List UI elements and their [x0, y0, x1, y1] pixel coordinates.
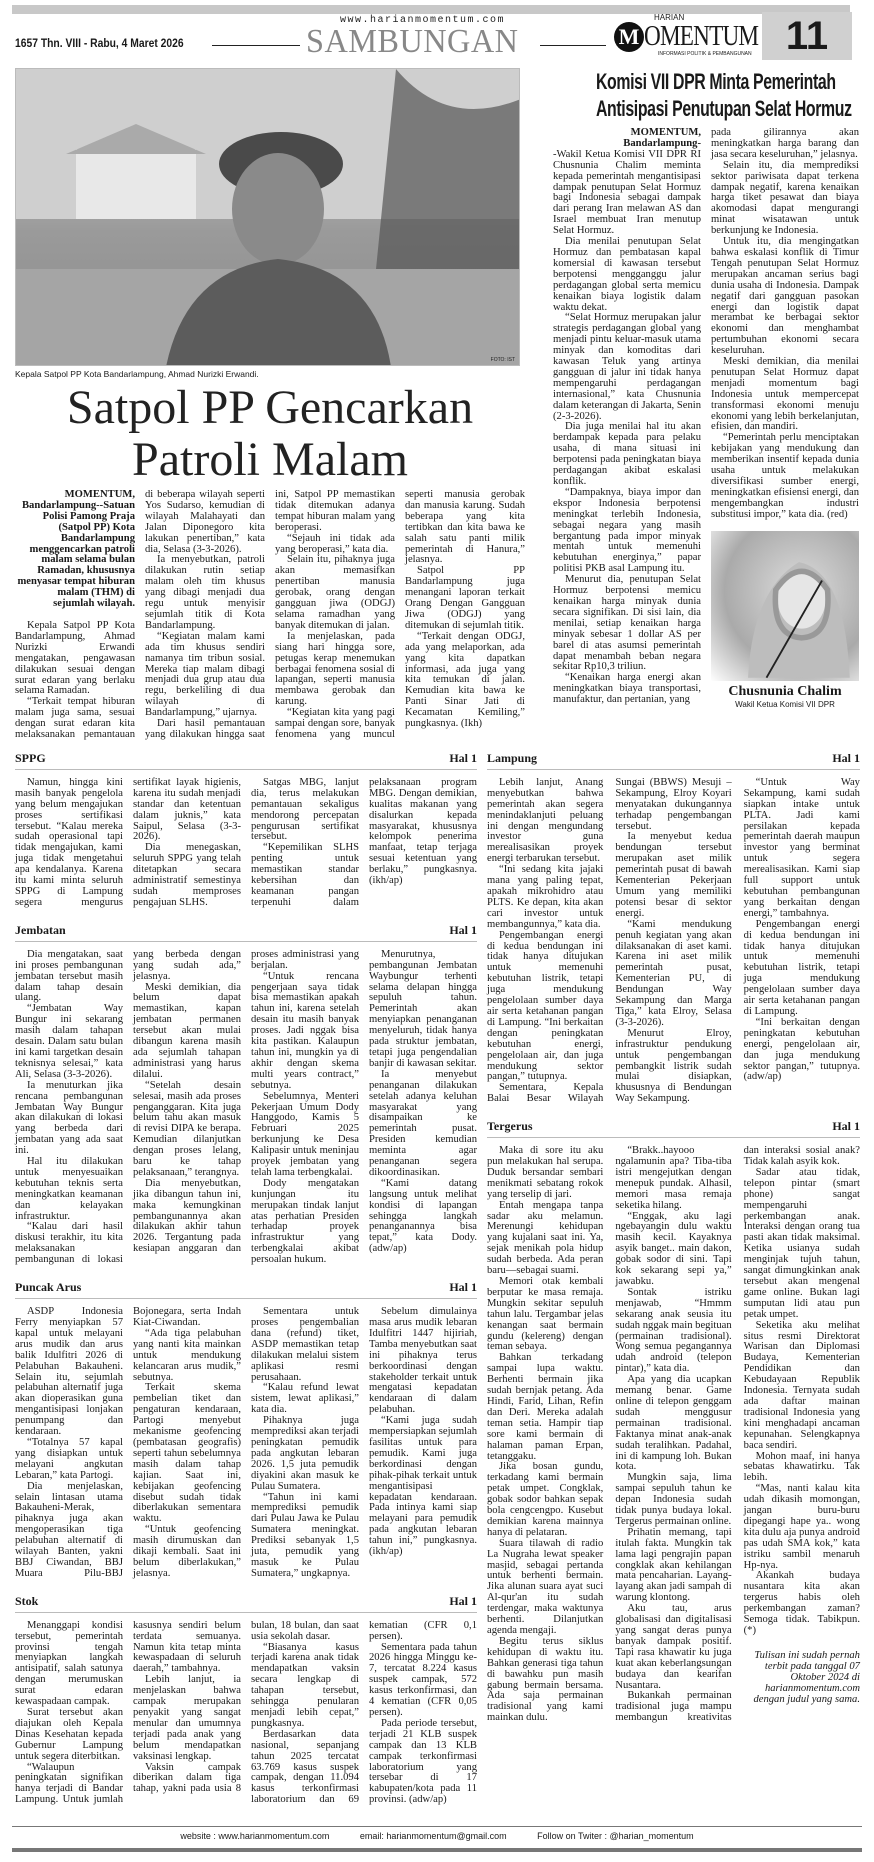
paragraph: Bahkan terkadang sampai lupa waktu. Berhenti bermain jika sudah bernjak petang. Ada Hindi, Farid, Lihan, Refin dan Deri. Mereka adalah teman setia. Hampir tiap sore kami bermain di halaman paman Erpan, tetanggaku. [487, 1352, 604, 1462]
article-lead: MOMENTUM, Bandarlampung--Satuan Polisi Pamong Praja (Satpol PP) Kota Bandarlampung menggencarkan patroli malam selama bulan Ramadan, khususnya menyasar tempat hiburan malam (THM) di sejumlah wilayah. [17, 489, 135, 610]
section-header [487, 1119, 860, 1138]
page-reference: Hal 1 [449, 1593, 477, 1608]
logo-m-icon: M [614, 22, 644, 52]
section-header [15, 1280, 477, 1299]
logo-tagline: INFORMASI POLITIK & PEMBANGUNAN [658, 51, 752, 57]
dateline: MOMENTUM, Bandarlampung- [623, 127, 701, 149]
footer-twitter: Follow on Twiter : @harian_momentum [537, 1831, 694, 1842]
paragraph: -Wakil Ketua Komisi VII DPR RI Chusnunia Chalim meminta kepada pemerintah mengantisipasi dampak penutupan Selat Hormuz bagi Indonesia sebagai dampak dari perang Iran melawan AS dan Israel membuat Iran menutup Selat Hormuz. [553, 148, 701, 237]
section-body [487, 778, 860, 1105]
paragraph: Suara tilawah di radio La Nugraha lewat speaker masjid, sebagai pertanda untuk berhenti bermain. Jika alunan suara ayat suci Al-qur'an itu sudah terdengar, maka waktunya berhenti. Dilanjutkan agenda mengaji. [487, 1537, 604, 1636]
paragraph: “Kegiatan malam kami ada tim khusus sendiri namanya tim tribun sosial. Mereka tiap malam dibagi menjadi dua grup atau dua regu, berkeliling di dua wilayah di Bandarlampung,” ujarnya. [145, 630, 265, 719]
satpol-headline [15, 382, 525, 486]
continuation-jembatan [15, 923, 477, 1266]
section-header [15, 1594, 477, 1613]
officer-photo-illustration [16, 69, 520, 366]
logo-harian: HARIAN [654, 13, 685, 22]
paragraph: “Terkait tempat hiburan malam juga sama, sesuai dengan surat edaran kita melaksanakan pemantauan di beberapa wilayah seperti Yos Sudarso, kemudian di wilayah Malahayati dan Jalan Diponegoro kita lakukan penertiban,” kata dia, Selasa (3-3-2026). [15, 489, 265, 741]
paragraph: Pada periode tersebut, terjadi 21 KLB suspek campak dan 13 KLB campak terkonfirmasi laboratorium yang tersebar di 17 kabupaten/kota pada 11 provinsi. (adw/ap) [369, 1717, 477, 1806]
paragraph: Ia menyebut penanganan dilakukan setelah adanya keluhan masyarakat yang disampaikan ke pemerintah pusat. Presiden kemudian meminta agar penanganan segera dikoordinasikan. [369, 1068, 477, 1178]
paragraph: Sementara, Kepala Balai Besar Wilayah Sungai (BBWS) Mesuji – Sekampung, Elroy Koyari menyatakan dukungannya terhadap pengembangan tersebut. [487, 776, 732, 1105]
paragraph: “Setelah desain selesai, masih ada proses penganggaran. Kita juga belum tahu akan masuk di revisi DIPA ke berapa. Kemudian dilanjutkan dengan proses lelang, baru ke tahap pelaksanaan,” terangnya. [133, 1079, 241, 1178]
paragraph: Maka di sore itu aku pun melakukan hal serupa. Duduk bersandar sembari menikmati sebatang rokok yang terselip di jari. [487, 1145, 604, 1200]
paragraph: “Kami datang langsung untuk melihat kondisi di lapangan sehingga langkah penanganannya bisa tepat,” kata Dody. (adw/ap) [369, 1177, 477, 1255]
website-url: www.harianmomentum.com [340, 15, 506, 26]
paragraph: “Kami mendukung penuh kegiatan yang akan dilaksanakan di aset kami. Karena ini aset milik pemerintah pusat, Kementerian PU, di Bendungan Way Sekampung dan Marga Tiga,” kata Elroy, Selasa (3-3-2026). [615, 918, 732, 1028]
paragraph: Menurut Elroy, infrastruktur pendukung untuk pengembangan pembangkit listrik sudah mulai disiapkan, khususnya di Bendungan Way Sekampung. [615, 1027, 732, 1105]
paragraph: Pengembangan energi di kedua bendungan ini tidak hanya ditujukan untuk memenuhi kebutuhan listrik, tetapi juga mendukung pengelolaan sumber daya air serta ketahanan pangan di Lampung. [743, 918, 860, 1017]
paragraph: Memori otak kembali berputar ke masa remaja. Mungkin sekitar sepuluh tahun lalu. Tergambar jelas kenangan saat bermain gundu (kelereng) dengan teman sebaya. [487, 1276, 604, 1353]
headline-line: Satpol PP Gencarkan [66, 381, 474, 434]
paragraph: pada gilirannya akan meningkatkan harga barang dan jasa secara keseluruhan,” jelasnya. [711, 127, 859, 160]
headline-line: Komisi VII DPR Minta Pemerintah [595, 69, 836, 94]
paragraph: “Walaupun peningkatan signifikan hanya terjadi di Bandar Lampung. Untuk jumlah kasusnya sendiri belum terdata semuanya. Namun kita tetap minta kewaspadaan di seluruh daerah,” tambahnya. [15, 1619, 241, 1806]
paragraph: “Untuk rencana pengerjaan saya tidak bisa memastikan apakah tahun ini, karena setelah desain itu masih banyak proses. Jadi nggak bisa kita pastikan. Kalaupun tahun ini, mungkin ya di akhir dengan skema multi years contract,” sebutnya. [251, 970, 359, 1091]
section-body [15, 950, 477, 1266]
paragraph: “Kalau dari hasil diskusi terakhir, itu kita melaksanakan pembangunan di lokasi yang berbeda dengan yang sudah ada,” jelasnya. [15, 948, 241, 1266]
section-header [15, 923, 477, 942]
paragraph: “Totalnya 57 kapal yang disiapkan untuk melayani angkutan Lebaran,” kata Partogi. [15, 1436, 123, 1481]
paragraph: “Ini sedang kita jajaki mana yang paling tepat, apakah mikrohidro atau PLTS. Ke depan, kita akan cari investor untuk membangunnya,” kata dia. [487, 864, 604, 930]
paragraph: Ia menuturkan jika rencana pembangunan Jembatan Way Bungur akan dilakukan di lokasi yang berbeda dari jembatan yang ada saat ini. [15, 1079, 123, 1157]
paragraph: Dia menilai penutupan Selat Hormuz dan pembatasan kapal komersial di kawasan tersebut berpotensi mengganggu jalur perdagangan global serta memicu kenaikan biaya logistik dalam waktu dekat. [553, 236, 701, 313]
photo-name: Chusnunia Chalim [728, 683, 842, 699]
paragraph: Dody mengatakan kunjungan itu merupakan tindak lanjut atas perhatian Presiden terhadap proyek infrastruktur yang terbengkalai akibat persoalan hukum. [251, 1177, 359, 1266]
paragraph: Hal itu dilakukan untuk menyesuaikan kebutuhan teknis serta meningkatkan keamanan dan kelayakan infrastruktur. [15, 1156, 123, 1222]
paragraph: Ia menjelaskan, pada siang hari hingga sore, petugas kerap menemukan berbagai fenomena sosial di lapangan, seperti manusia membawa gerobak dan karung. [275, 630, 395, 708]
paragraph: Ia menyebutkan, patroli dilakukan rutin setiap malam oleh tim khusus yang dibagi menjadi dua regu untuk menyisir sejumlah titik di Kota Bandarlampung. [145, 554, 265, 631]
paragraph: Lebih lanjut, ia menjelaskan bahwa campak merupakan penyakit yang sangat menular dan umumnya terjadi pada anak yang belum mendapatkan vaksinasi lengkap. [133, 1674, 241, 1762]
paragraph: Sebelumnya, Menteri Pekerjaan Umum Dody Hanggodo, Kamis 5 Februari 2025 berkunjung ke Desa Kalipasir untuk meninjau proyek jembatan yang telah lama terbengkalai. [251, 1090, 359, 1178]
section-title: Puncak Arus [15, 1280, 82, 1295]
section-body [15, 1621, 477, 1806]
paragraph: “Kepemilikan SLHS penting untuk memastikan standar kebersihan dan keamanan pangan terpenuhi dalam pelaksanaan program MBG. Dengan demikian, kualitas makanan yang disalurkan kepada masyarakat, khususnya kelompok penerima manfaat, tetap terjaga sesuai ketentuan yang berlaku,” pungkasnya. (ikh/ap) [251, 776, 477, 908]
paragraph: Tulisan ini sudah pernah terbit pada tanggal 07 Oktober 2024 di harianmomentum.com dengan judul yang sama. [753, 1649, 860, 1705]
page-reference: Hal 1 [449, 1280, 477, 1295]
footer [12, 1826, 862, 1852]
paragraph: Untuk itu, dia mengingatkan bahwa eskalasi konflik di Timur Tengah penutupan Selat Hormuz merupakan ancaman serius bagi dunia usaha di Indonesia. Dampak negatif dari gangguan pasokan energi dan logistik dapat merambat ke berbagai sektor ekonomi dan menghambat pertumbuhan ekonomi secara keseluruhan. [711, 236, 859, 357]
paragraph: “Enggak, aku lagi ngebayangin dulu waktu masih kecil. Kayaknya asyik banget.. main dakon, gobak sodor di sini. Tapi kok sekarang sepi ya,” jawabku. [615, 1210, 732, 1287]
paragraph: “Tahun ini kami memprediksi pemudik dari Pulau Jawa ke Pulau Sumatera meningkat. Prediksi sebanyak 1,5 juta, pemudik yang masuk ke Pulau Sumatera,” ungkapnya. [251, 1491, 359, 1579]
page-reference: Hal 1 [832, 750, 860, 765]
page-reference: Hal 1 [449, 922, 477, 937]
section-title: SPPG [15, 750, 46, 765]
paragraph: Sementara pada tahun 2026 hingga Minggu ke-7, tercatat 8.224 kasus suspek campak, 572 kasus terkonfirmasi, dan 4 kematian (CFR 0,05 persen). [369, 1641, 477, 1718]
column-text [711, 128, 859, 521]
top-row [15, 68, 860, 741]
paragraph: “Biasanya kasus terjadi karena anak tidak mendapatkan vaksin secara lengkap di tahapan tersebut, sehingga penularan menjadi lebih cepat,” pungkasnya. [251, 1641, 359, 1729]
paragraph: “Kami juga sudah mempersiapkan sejumlah fasilitas untuk para pemudik. Kami juga berkordinasi dengan pihak-pihak terkait untuk mengantisipasi kepadatan kendaraan. Pada intinya kami siap melayani para pemudik pada angkutan lebaran tahun ini,” pungkasnya. (ikh/ap) [369, 1415, 477, 1558]
paragraph: “Kegiatan kita yang pagi sampai dengan sore, banyak fenomena yang muncul seperti manusia gerobak dan manusia karung. Sudah beberapa yang kita tertibkan dan kita bawa ke salah satu panti milik pemerintah di Hanura,” jelasnya. [275, 489, 525, 740]
paragraph: Sontak istriku menjawab, “Hmmm sekarang anak seusia itu sudah nggak main begituan (permainan tradisional). Wong semua pegangannya udah android (telepon pintar),” kata dia. [615, 1286, 732, 1375]
paragraph: Satpol PP Bandarlampung juga menangani laporan terkait Orang Dengan Gangguan Jiwa (ODGJ) yang ditemukan di sejumlah titik. [405, 565, 525, 631]
section-body [487, 1146, 860, 1724]
paragraph: “Sejauh ini tidak ada yang beroperasi,” kata dia. [275, 532, 395, 555]
continuation-stok [15, 1594, 477, 1806]
paragraph: Dia menyebutkan, jika dibangun tahun ini, maka kemungkinan pembangunannya akan dilakukan akhir tahun 2026. Tergantung pada kesiapan anggaran dan proses administrasi yang berjalan. [133, 948, 359, 1255]
edition-date: 1657 Thn. VIII - Rabu, 4 Maret 2026 [15, 36, 184, 50]
komisi-article [553, 68, 860, 710]
paragraph: Prihatin memang, tapi itulah fakta. Mungkin tak lama lagi pengrajin papan congklak akan kehilangan mata pencaharian. Layang-layang akan jadi sampah di warung klontong. [615, 1526, 732, 1604]
paragraph: “Kenaikan harga energi akan meningkatkan biaya transportasi, manufaktur, dan pertanian, yang [553, 672, 701, 706]
footer-website: website : www.harianmomentum.com [180, 1831, 330, 1842]
photo-title: Wakil Ketua Komisi VII DPR [735, 699, 835, 709]
paragraph: “Selat Hormuz merupakan jalur strategis perdagangan global yang menjadi pintu keluar-masuk utama minyak dan komoditas dari kawasan Teluk yang artinya gangguan di jalur ini tidak hanya mempengaruhi perdagangan internasional,” kata Chusnunia dalam keterangan di Jakarta, Senin (2-3-2026). [553, 312, 701, 422]
article-column [553, 128, 701, 710]
continuation-tergerus [487, 1119, 860, 1724]
section-title: SAMBUNGAN [306, 23, 519, 60]
page-reference: Hal 1 [832, 1119, 860, 1134]
paragraph: Selain itu, dia memprediksi sektor pariwisata dapat terkena dampak negatif, karena kenaikan harga tiket pesawat dan biaya akomodasi dapat mengurangi minat wisatawan untuk berkunjung ke Indonesia. [711, 159, 859, 237]
momentum-logo [612, 14, 760, 58]
paragraph: Mungkin saja, lima sampai sepuluh tahun ke depan Indonesia sudah tidak punya budaya lokal. Tergerus permainan online. [615, 1472, 732, 1527]
paragraph: Selain itu, pihaknya juga akan memasifkan penertiban manusia gerobak, orang dengan gangguan jiwa (ODGJ) selama ramadhan yang banyak ditemukan di jalan. [275, 554, 395, 631]
paragraph: Aku tau, arus globalisasi dan digitalisasi yang sangat deras punya banyak dampak positif. Tapi rasa khawatir ku juga kuat akan keberlangsungan budaya dan kearifan Nusantara. [615, 1603, 732, 1691]
section-header [15, 751, 477, 770]
right-continuations [487, 751, 860, 1738]
article-column [711, 128, 859, 710]
headline-line: Antisipasi Penutupan Selat Hormuz [595, 96, 852, 121]
continuation-sppg [15, 751, 477, 909]
paragraph: “Jembatan Way Bungur ini sekarang masih dalam tahapan desain. Dalam satu bulan ini kami targetkan desain teknisnya selesai,” kata Ali, Selasa (3-3-2026). [15, 1003, 123, 1080]
paragraph: “Dampaknya, biaya impor dan ekspor Indonesia berpotensi meningkat terlebih Indonesia, sebagai negara yang masih bergantung pada impor minyak mentah untuk memenuhi kebutuhan energinya,” papar politisi PKB asal Lampung itu. [553, 486, 701, 575]
continuation-puncak-arus [15, 1280, 477, 1580]
page-number: 11 [762, 12, 852, 60]
paragraph: Dia menegaskan, seluruh SPPG yang telah ditetapkan secara administratif semestinya sudah memproses pengajuan SLHS. [133, 842, 241, 908]
paragraph: Begitu terus siklus kehidupan di waktu itu. Bahkan generasi tiga tahun di bawahku pun masih gabung bermain bersama. Ada saja permainan tradisional yang kami mainkan dulu. [487, 1635, 604, 1724]
footer-email: email: harianmomentum@gmail.com [359, 1831, 507, 1842]
paragraph: Terkait skema pembelian tiket dan pengaturan kendaraan, Partogi menyebut mekanisme geofencing (pembatasan geografis) seperti tahun sebelumnya masih dalam tahap kajian. Saat ini, kebijakan geofencing disebut sudah tidak diberlakukan sementara waktu. [133, 1382, 241, 1525]
paragraph: “Brakk..hayooo ngalamunin apa? Tiba-tiba istri mengejutkan dengan menepuk pundak. Alhasil, memori masa remaja seketika hilang. [615, 1145, 732, 1211]
paragraph: Dia menjelaskan, selain lintasan utama Bakauheni-Merak, pihaknya juga akan mengoperasikan tiga pelabuhan alternatif di wilayah Banten, yakni BBJ Ciwandan, BBJ Muara Pilu-BBJ Bojonegara, serta Indah Kiat-Ciwandan. [15, 1306, 241, 1579]
continuation-lampung [487, 751, 860, 1105]
paragraph: Meski demikian, dia belum dapat memastikan, kapan jembatan permanen tersebut akan mulai dibangun karena masih ada sejumlah tahapan administrasi yang harus dilalui. [133, 981, 241, 1080]
paragraph: “Kalau refund lewat sistem, lewat aplikasi,” kata dia. [251, 1382, 359, 1416]
section-title: Tergerus [487, 1119, 533, 1134]
paragraph: “Mas, nanti kalau kita udah dikasih momongan, jangan buru-buru dipegangi hape ya.. wong kita dulu aja punya android pas udah SMA kok,” kata istriku sambil menaruh Hp-nya. [743, 1483, 860, 1571]
paragraph: Satgas MBG, lanjut dia, terus melakukan pemantauan sekaligus mendorong percepatan pengurusan sertifikat tersebut. [251, 776, 359, 843]
paragraph: Entah mengapa tanpa sadar aku melamun. Merenungi kehidupan yang kujalani saat ini. Ya, sejak menikah pola hidup sudah berbeda. Ada peran baru—sebagai suami. [487, 1199, 604, 1277]
section-title: Jembatan [15, 922, 66, 937]
section-title: Stok [15, 1593, 39, 1608]
section-body [15, 1307, 477, 1580]
paragraph: Dari hasil pemantauan yang dilakukan hingga saat ini, Satpol PP memastikan tidak ditemukan adanya tempat hiburan malam yang beroperasi. [145, 489, 395, 740]
section-body [15, 778, 477, 909]
paragraph: Akankah budaya nusantara kita akan tergerus habis oleh perkembangan zaman? Semoga tidak. Tabikpun. (*) [743, 1570, 860, 1636]
paragraph: Lebih lanjut, Anang menyebutkan bahwa pemerintah akan segera menindaklanjuti peluang ini dengan mengundang investor guna merealisasikan proyek energi terbarukan tersebut. [487, 776, 604, 865]
komisi-article-body [553, 128, 860, 710]
header-band [12, 5, 850, 14]
paragraph: Mohon maaf, ini hanya sebatas khawatirku. Tak lebih. [743, 1450, 860, 1484]
paragraph: Dia mengatakan, saat ini proses pembangunan jembatan tersebut masih dalam tahap desain ulang. [15, 948, 123, 1004]
section-title: Lampung [487, 750, 538, 765]
paragraph: “Ada tiga pelabuhan yang nanti kita mainkan untuk mendukung kelancaran arus mudik,” sebutnya. [133, 1327, 241, 1383]
paragraph: “Terkait dengan ODGJ, ada yang melaporkan, ada yang kita dapatkan informasi, ada juga yang kita temukan di jalan. Kemudian kita bawa ke Panti Sinar Jati di Kecamatan Kemiling,” pungkasnya. (Ikh) [405, 630, 525, 730]
divider [212, 45, 300, 46]
paragraph: Menurutnya, pembangunan Jembatan Waybungur terhenti selama delapan hingga sepuluh tahun. Pemerintah akan menyiapkan penanganan menyeluruh, tidak hanya pada struktur jembatan, tetapi juga pengendalian banjir di kawasan sekitar. [369, 948, 477, 1069]
divider [540, 45, 606, 46]
paragraph: Sebelum dimulainya masa arus mudik lebaran Idulfitri 1447 hijiriah, Tamba menyebutkan saat ini pihaknya terus berkoordinasi dengan stakeholder terkait untuk mengatasi kepadatan kendaraan di dalam pelabuhan. [369, 1306, 477, 1416]
chusnunia-photo [711, 531, 859, 681]
paragraph: Apa yang dia ucapkan memang benar. Game online di telepon genggam sudah menggusur permainan tradisional. Faktanya minat anak-anak sudah teralihkan. Padahal, ini di kampung loh. Bukan kota. [615, 1374, 732, 1473]
paragraph: Sementara untuk proses pengembalian dana (refund) tiket, ASDP memastikan tetap dilakukan melalui sistem aplikasi resmi perusahaan. [251, 1306, 359, 1383]
paragraph: Kepala Satpol PP Kota Bandarlampung, Ahmad Nurizki Erwandi mengatakan, pengawasan dilakukan sesuai dengan surat edaran yang berlaku selama Ramadan. [15, 619, 135, 697]
headline-line: Patroli Malam [132, 433, 408, 486]
photo-credit: FOTO: IST [490, 357, 515, 363]
section-header [487, 751, 860, 770]
paragraph: Pengembangan energi di kedua bendungan ini tidak hanya ditujukan untuk memenuhi kebutuhan listrik, tetapi juga mendukung pengelolaan sumber daya air serta ketahanan pangan di Lampung. “Ini berkaitan dengan peningkatan kebutuhan energi, pengelolaan air, dan juga mendukung sektor pangan,” tutupnya. [487, 929, 604, 1083]
paragraph: Namun, hingga kini masih banyak pengelola yang belum mengajukan proses sertifikasi tersebut. “Kalau mereka sudah operasional tapi tidak mengajukan, kami juga tidak mengetahui apa kendalanya. Karena itu kami minta seluruh SPPG di Lampung segera mengurus sertifikat layak higienis, karena itu sudah menjadi standar dan ketentuan dalam juknis,” kata Saipul, Selasa (3-3-2026). [15, 776, 241, 908]
paragraph: “Untuk geofencing masih dirumuskan dan dikaji kembali. Saat ini belum diberlakukan,” jelasnya. [133, 1524, 241, 1579]
left-continuations [15, 751, 477, 1820]
komisi-headline [553, 68, 860, 122]
paragraph: Seketika aku melihat situs resmi Direktorat Warisan dan Diplomasi Budaya, Kementerian Pendidikan dan Kebudayaan Republik Indonesia. Ternyata sudah ada daftar mainan tradisional Indonesia yang kini menghadapi ancaman kepunahan. Selengkapnya baca sendiri. [743, 1319, 860, 1451]
paragraph: Dia juga menilai hal itu akan berdampak kepada para pelaku usaha, di mana situasi ini berpotensi pada peningkatan biaya perdagangan akibat eskalasi konflik. [553, 421, 701, 487]
paragraph: ASDP Indonesia Ferry menyiapkan 57 kapal untuk melayani arus mudik dan arus balik Idulfitri 2026 di Pelabuhan Bakauheni. Selain itu, sejumlah pelabuhan alternatif juga akan dioperasikan guna mengantisipasi lonjakan penumpang dan kendaraan. [15, 1306, 123, 1438]
paragraph: Meski demikian, dia menilai penutupan Selat Hormuz dapat menjadi momentum bagi Indonesia untuk mempercepat transformasi ekonomi menuju ekonomi yang lebih berkelanjutan, efisien, dan mandiri. [711, 356, 859, 433]
paragraph: Vaksin campak diberikan dalam tiga tahap, yakni pada usia 8 bulan, 18 bulan, dan saat usia sekolah dasar. [133, 1619, 359, 1795]
satpol-photo [15, 68, 520, 366]
logo-name: OMENTUM [644, 20, 759, 52]
satpol-article [15, 68, 525, 741]
paragraph: “Pemerintah perlu menciptakan kebijakan yang mendukung dan memberikan insentif kepada dunia usaha untuk melakukan diversifikasi sumber energi, meningkatkan efisiensi energi, dan mengembangkan industri substitusi impor,” kata dia. (red) [711, 432, 859, 520]
paragraph: Bukankah permainan tradisional juga mampu membangun kreativitas dan interaksi sosial anak? Tidak kalah asyik kok. [615, 1145, 860, 1724]
photo-caption: Kepala Satpol PP Kota Bandarlampung, Ahmad Nurizki Erwandi. [15, 369, 259, 379]
paragraph: Pihaknya juga memprediksi akan terjadi peningkatan pemudik pada angkutan lebaran 2026. 1,5 juta pemudik diyakini akan masuk ke Pulau Sumatera. [251, 1415, 359, 1492]
paragraph: Sadar atau tidak, telepon pintar (smart phone) sangat mempengaruhi perkembangan anak. Interaksi dengan orang tua pasti akan tidak maksimal. Ketika usianya sudah menginjak tujuh tahun, sangat dimungkinkan anak tersebut akan mengenal game online. Bukan lagi sumputan lidi atau pun petak umpet. [743, 1166, 860, 1320]
paragraph: Berdasarkan data nasional, sepanjang tahun 2025 tercatat 63.769 kasus suspek campak, dengan 11.094 kasus terkonfirmasi laboratorium dan 69 kematian (CFR 0,1 persen). [251, 1619, 477, 1806]
satpol-article-body [15, 490, 525, 741]
paragraph: Ia menyebut kedua bendungan tersebut merupakan aset milik pemerintah pusat di bawah Kementerian Pekerjaan Umum yang memiliki potensi besar di sektor energi. [615, 831, 732, 919]
portrait-illustration [711, 531, 859, 681]
paragraph: Surat tersebut akan diajukan oleh Kepala Dinas Kesehatan kepada Gubernur Lampung untuk segera diterbitkan. [15, 1707, 123, 1762]
paragraph: Jika bosan gundu, terkadang kami bermain petak umpet. Congklak, gobak sodor bahkan sepak bola cengcengpo. Kusebut demikian karena mainnya hanya di pelataran. [487, 1461, 604, 1538]
continuations [15, 751, 860, 1820]
paragraph: “Ini berkaitan dengan peningkatan kebutuhan energi, pengelolaan air, dan juga mendukung sektor pangan,” tutupnya. (adw/ap) [743, 1016, 860, 1083]
paragraph: Menanggapi kondisi tersebut, pemerintah provinsi tengah menyiapkan langkah antisipatif, salah satunya dengan merumuskan surat edaran kewaspadaan campak. [15, 1619, 123, 1708]
paragraph: Menurut dia, penutupan Selat Hormuz berpotensi memicu kenaikan harga minyak dunia secara signifikan. Di sisi lain, dia menilai, setiap kenaikan harga minyak sebesar 1 dollar AS per barel di atas asumsi pemerintah dapat menambah beban negara sekitar Rp10,3 triliun. [553, 574, 701, 673]
paragraph: “Untuk Way Sekampung, kami sudah siapkan intake untuk PLTA. Jadi kami persilakan kepada pemerintah daerah maupun investor yang berminat untuk segera merealisasikan. Kami siap full support untuk kebutuhan pembangunan yang berkaitan dengan energi,” tambahnya. [743, 776, 860, 919]
page-reference: Hal 1 [449, 750, 477, 765]
